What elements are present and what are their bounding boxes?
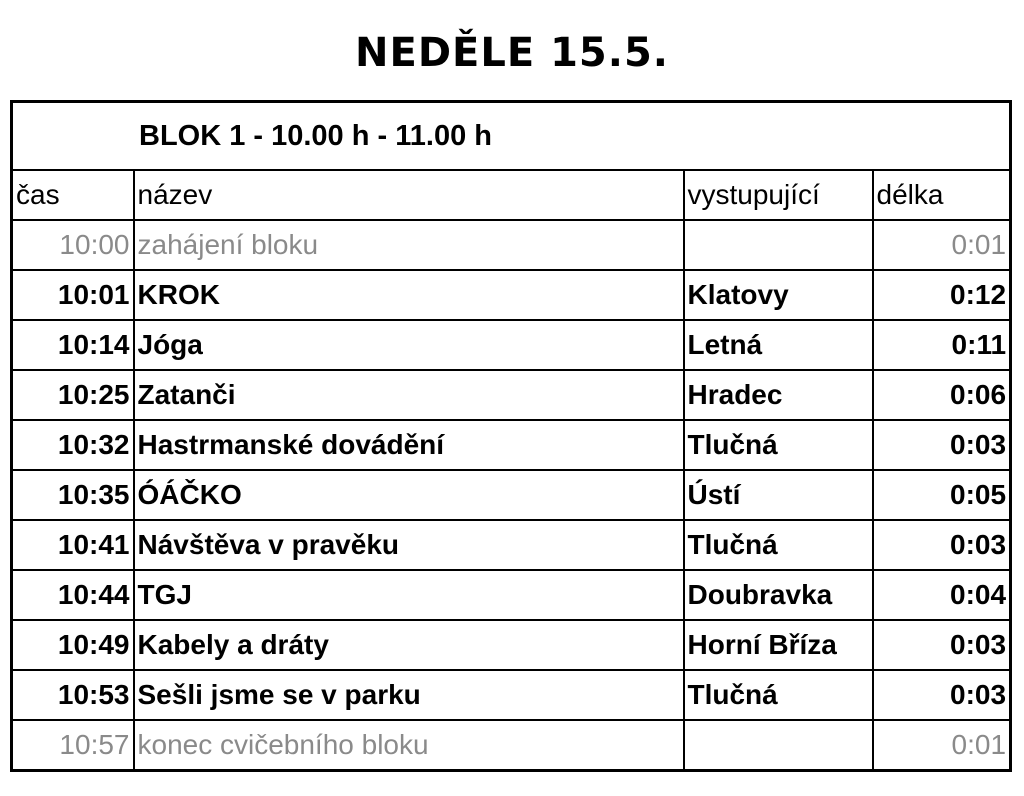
row-duration: 0:05	[873, 470, 1011, 520]
row-time: 10:41	[12, 520, 134, 570]
row-performer: Ústí	[684, 470, 873, 520]
row-duration: 0:03	[873, 620, 1011, 670]
table-row	[12, 370, 1011, 420]
row-performer: Tlučná	[684, 520, 873, 570]
row-time: 10:14	[12, 320, 134, 370]
row-time: 10:49	[12, 620, 134, 670]
block-header-row	[12, 102, 1011, 171]
row-time: 10:53	[12, 670, 134, 720]
row-duration: 0:01	[873, 220, 1011, 270]
block-label: BLOK 1 - 10.00 h - 11.00 h	[12, 102, 1011, 171]
column-header-row	[12, 170, 1011, 220]
table-row	[12, 420, 1011, 470]
row-performer: Doubravka	[684, 570, 873, 620]
row-name: Sešli jsme se v parku	[134, 670, 684, 720]
row-performer: Tlučná	[684, 420, 873, 470]
row-duration: 0:11	[873, 320, 1011, 370]
column-header-time: čas	[12, 170, 134, 220]
column-header-name: název	[134, 170, 684, 220]
row-duration: 0:12	[873, 270, 1011, 320]
row-duration: 0:04	[873, 570, 1011, 620]
column-header-duration: délka	[873, 170, 1011, 220]
row-duration: 0:01	[873, 720, 1011, 771]
table-row	[12, 220, 1011, 270]
row-performer	[684, 220, 873, 270]
table-row	[12, 320, 1011, 370]
row-time: 10:44	[12, 570, 134, 620]
row-time: 10:00	[12, 220, 134, 270]
row-name: konec cvičebního bloku	[134, 720, 684, 771]
row-performer: Tlučná	[684, 670, 873, 720]
row-name: Návštěva v pravěku	[134, 520, 684, 570]
table-row	[12, 670, 1011, 720]
row-name: Zatanči	[134, 370, 684, 420]
row-name: ÓÁČKO	[134, 470, 684, 520]
row-duration: 0:06	[873, 370, 1011, 420]
row-name: KROK	[134, 270, 684, 320]
row-time: 10:35	[12, 470, 134, 520]
row-name: zahájení bloku	[134, 220, 684, 270]
row-duration: 0:03	[873, 670, 1011, 720]
schedule-table	[10, 100, 1012, 772]
row-name: Kabely a dráty	[134, 620, 684, 670]
row-performer: Letná	[684, 320, 873, 370]
row-duration: 0:03	[873, 420, 1011, 470]
row-time: 10:01	[12, 270, 134, 320]
row-performer: Hradec	[684, 370, 873, 420]
table-row	[12, 520, 1011, 570]
table-row	[12, 270, 1011, 320]
page-title: NEDĚLE 15.5.	[355, 30, 669, 76]
row-name: TGJ	[134, 570, 684, 620]
row-name: Hastrmanské dovádění	[134, 420, 684, 470]
table-row	[12, 570, 1011, 620]
row-name: Jóga	[134, 320, 684, 370]
row-performer: Klatovy	[684, 270, 873, 320]
table-row	[12, 470, 1011, 520]
table-row	[12, 620, 1011, 670]
row-performer	[684, 720, 873, 771]
row-performer: Horní Bříza	[684, 620, 873, 670]
row-duration: 0:03	[873, 520, 1011, 570]
column-header-performer: vystupující	[684, 170, 873, 220]
table-row	[12, 720, 1011, 771]
row-time: 10:57	[12, 720, 134, 771]
row-time: 10:25	[12, 370, 134, 420]
row-time: 10:32	[12, 420, 134, 470]
